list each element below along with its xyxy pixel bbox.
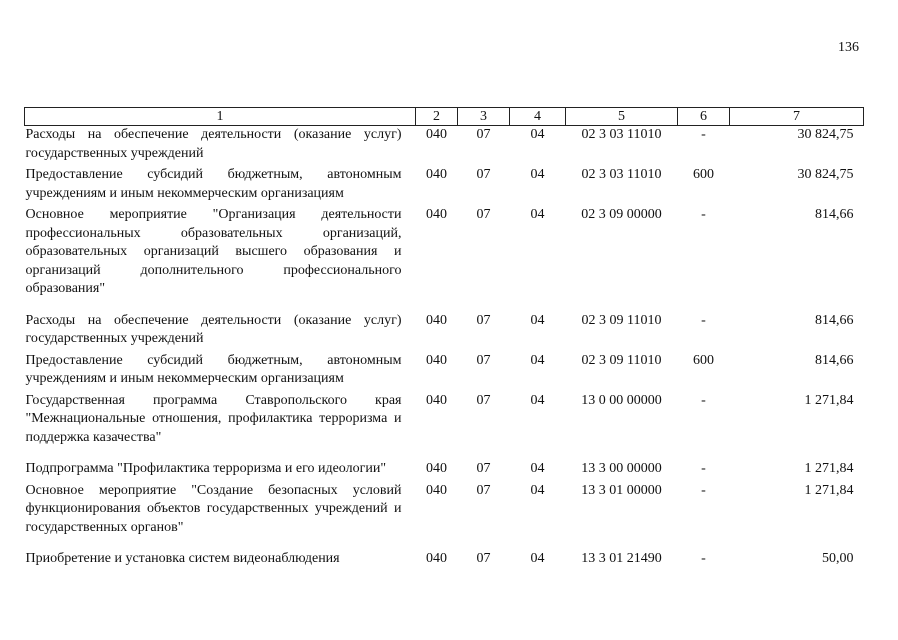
expense-type-code: 600 xyxy=(693,167,714,182)
table-row xyxy=(25,482,864,551)
section-code: 07 xyxy=(476,392,491,408)
section-code: 07 xyxy=(476,352,491,368)
target-article-code: 02 3 03 11010 xyxy=(581,167,662,182)
table-row xyxy=(25,126,864,167)
admin-code: 040 xyxy=(426,167,447,182)
amount: 814,66 xyxy=(815,207,854,222)
admin-code: 040 xyxy=(426,127,447,142)
expense-type-code: 600 xyxy=(693,352,714,368)
table-row xyxy=(25,352,864,392)
subsection-code: 04 xyxy=(530,482,545,498)
amount: 1 271,84 xyxy=(804,482,854,498)
amount: 1 271,84 xyxy=(804,461,854,476)
expense-type-code: - xyxy=(701,461,706,476)
amount: 50,00 xyxy=(822,551,854,566)
subsection-code: 04 xyxy=(530,461,545,476)
amount: 814,66 xyxy=(815,312,854,328)
subsection-code: 04 xyxy=(530,551,545,566)
admin-code: 040 xyxy=(426,352,447,368)
expense-type-code: - xyxy=(701,551,706,566)
subsection-code: 04 xyxy=(530,312,545,328)
item-name: Подпрограмма "Профилактика терроризма и его идеологии" xyxy=(25,461,387,476)
target-article-code: 13 0 00 00000 xyxy=(581,392,662,408)
expense-type-code: - xyxy=(701,482,706,498)
amount: 814,66 xyxy=(815,352,854,368)
target-article-code: 13 3 01 00000 xyxy=(581,482,662,498)
target-article-code: 13 3 00 00000 xyxy=(581,461,662,476)
amount: 30 824,75 xyxy=(797,127,854,142)
column-header: 3 xyxy=(458,108,510,126)
admin-code: 040 xyxy=(426,207,447,222)
section-code: 07 xyxy=(476,167,491,182)
item-name: Основное мероприятие "Создание безопасных условий функционирования объектов государственных учреждений и государственных органов" xyxy=(25,482,402,535)
column-header: 5 xyxy=(566,108,678,126)
amount: 30 824,75 xyxy=(797,167,854,182)
column-header: 2 xyxy=(416,108,458,126)
admin-code: 040 xyxy=(426,551,447,566)
table-row xyxy=(25,166,864,206)
column-header: 7 xyxy=(730,108,864,126)
subsection-code: 04 xyxy=(530,352,545,368)
table-row xyxy=(25,312,864,352)
section-code: 07 xyxy=(476,312,491,328)
section-code: 07 xyxy=(476,127,491,142)
admin-code: 040 xyxy=(426,392,447,408)
target-article-code: 02 3 09 11010 xyxy=(581,312,662,328)
target-article-code: 02 3 09 11010 xyxy=(581,352,662,368)
subsection-code: 04 xyxy=(530,127,545,142)
item-name: Расходы на обеспечение деятельности (оказание услуг) государственных учреждений xyxy=(25,127,402,161)
admin-code: 040 xyxy=(426,482,447,498)
budget-table xyxy=(24,107,864,572)
subsection-code: 04 xyxy=(530,392,545,408)
section-code: 07 xyxy=(476,551,491,566)
target-article-code: 13 3 01 21490 xyxy=(581,551,662,566)
page-number: 136 xyxy=(838,40,859,55)
subsection-code: 04 xyxy=(530,207,545,222)
section-code: 07 xyxy=(476,461,491,476)
item-name: Предоставление субсидий бюджетным, автономным учреждениям и иным некоммерческим организациям xyxy=(25,167,402,201)
expense-type-code: - xyxy=(701,312,706,328)
item-name: Расходы на обеспечение деятельности (оказание услуг) государственных учреждений xyxy=(25,312,402,346)
item-name: Предоставление субсидий бюджетным, автономным учреждениям и иным некоммерческим организациям xyxy=(25,352,402,386)
column-header: 1 xyxy=(25,108,416,126)
section-code: 07 xyxy=(476,482,491,498)
expense-type-code: - xyxy=(701,127,706,142)
table-row xyxy=(25,392,864,461)
column-header: 4 xyxy=(510,108,566,126)
expense-type-code: - xyxy=(701,207,706,222)
admin-code: 040 xyxy=(426,312,447,328)
target-article-code: 02 3 03 11010 xyxy=(581,127,662,142)
table-row xyxy=(25,460,864,482)
table-header-row xyxy=(25,108,864,126)
table-row xyxy=(25,550,864,572)
column-header: 6 xyxy=(678,108,730,126)
table-row xyxy=(25,206,864,312)
item-name: Приобретение и установка систем видеонаблюдения xyxy=(25,551,340,566)
admin-code: 040 xyxy=(426,461,447,476)
target-article-code: 02 3 09 00000 xyxy=(581,207,662,222)
item-name: Основное мероприятие "Организация деятельности профессиональных образовательных организаций, образовательных организаций высшего образования и организаций дополнительного профессионального образования" xyxy=(25,207,402,296)
section-code: 07 xyxy=(476,207,491,222)
amount: 1 271,84 xyxy=(804,392,854,408)
expense-type-code: - xyxy=(701,392,706,408)
subsection-code: 04 xyxy=(530,167,545,182)
item-name: Государственная программа Ставропольского края "Межнациональные отношения, профилактика терроризма и поддержка казачества" xyxy=(25,392,402,445)
